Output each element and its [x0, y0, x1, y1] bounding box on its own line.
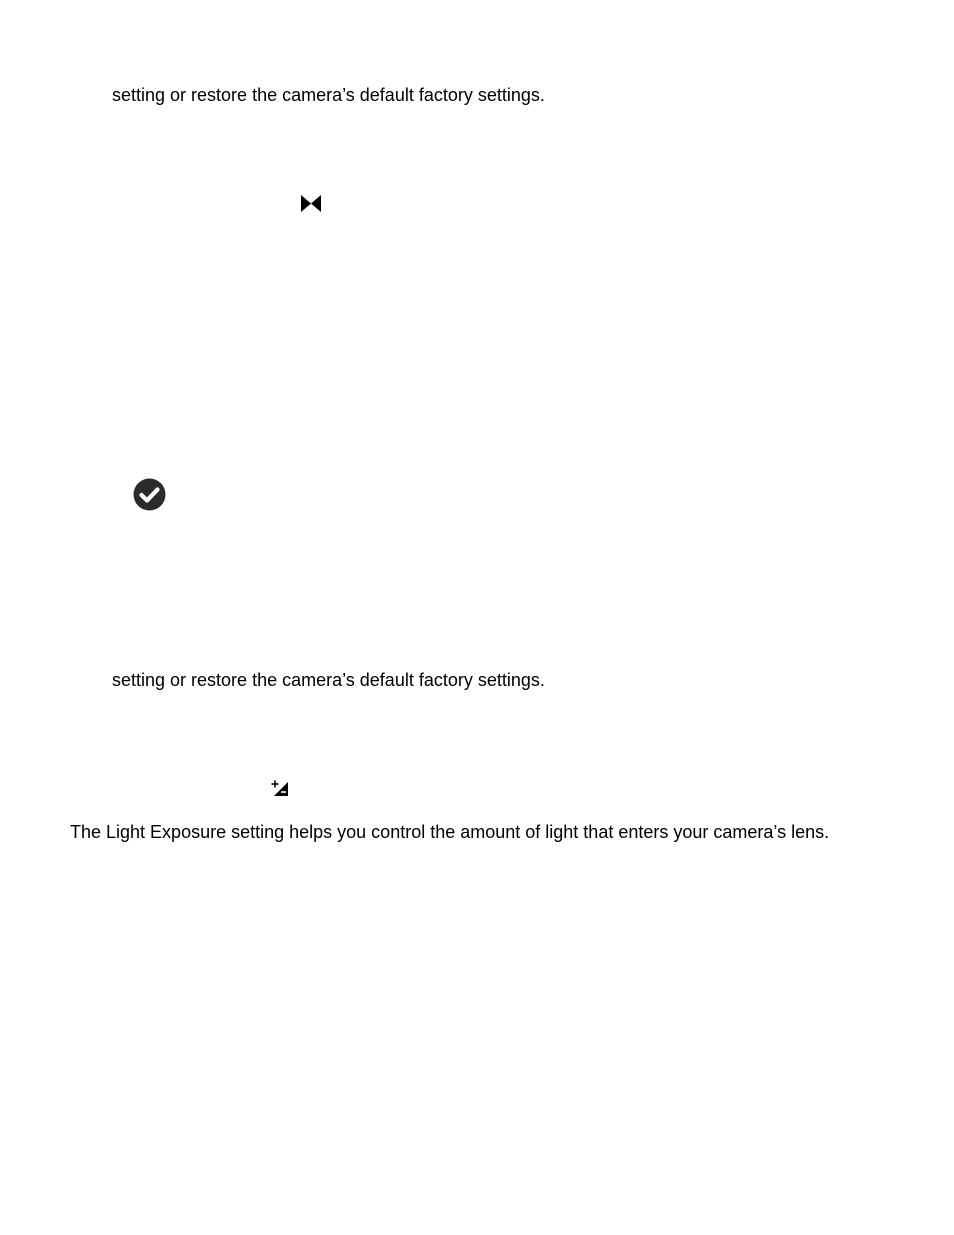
paragraph-line: setting or restore the camera’s default factory settings.: [112, 670, 545, 690]
paragraph-line: The Light Exposure setting helps you control the amount of light that enters your camera’s lens.: [70, 822, 830, 842]
exposure-compensation-icon: [271, 780, 289, 797]
check-circle-icon: [133, 478, 166, 511]
bowtie-icon: [301, 195, 321, 212]
paragraph-line: setting or restore the camera’s default factory settings.: [112, 85, 545, 105]
